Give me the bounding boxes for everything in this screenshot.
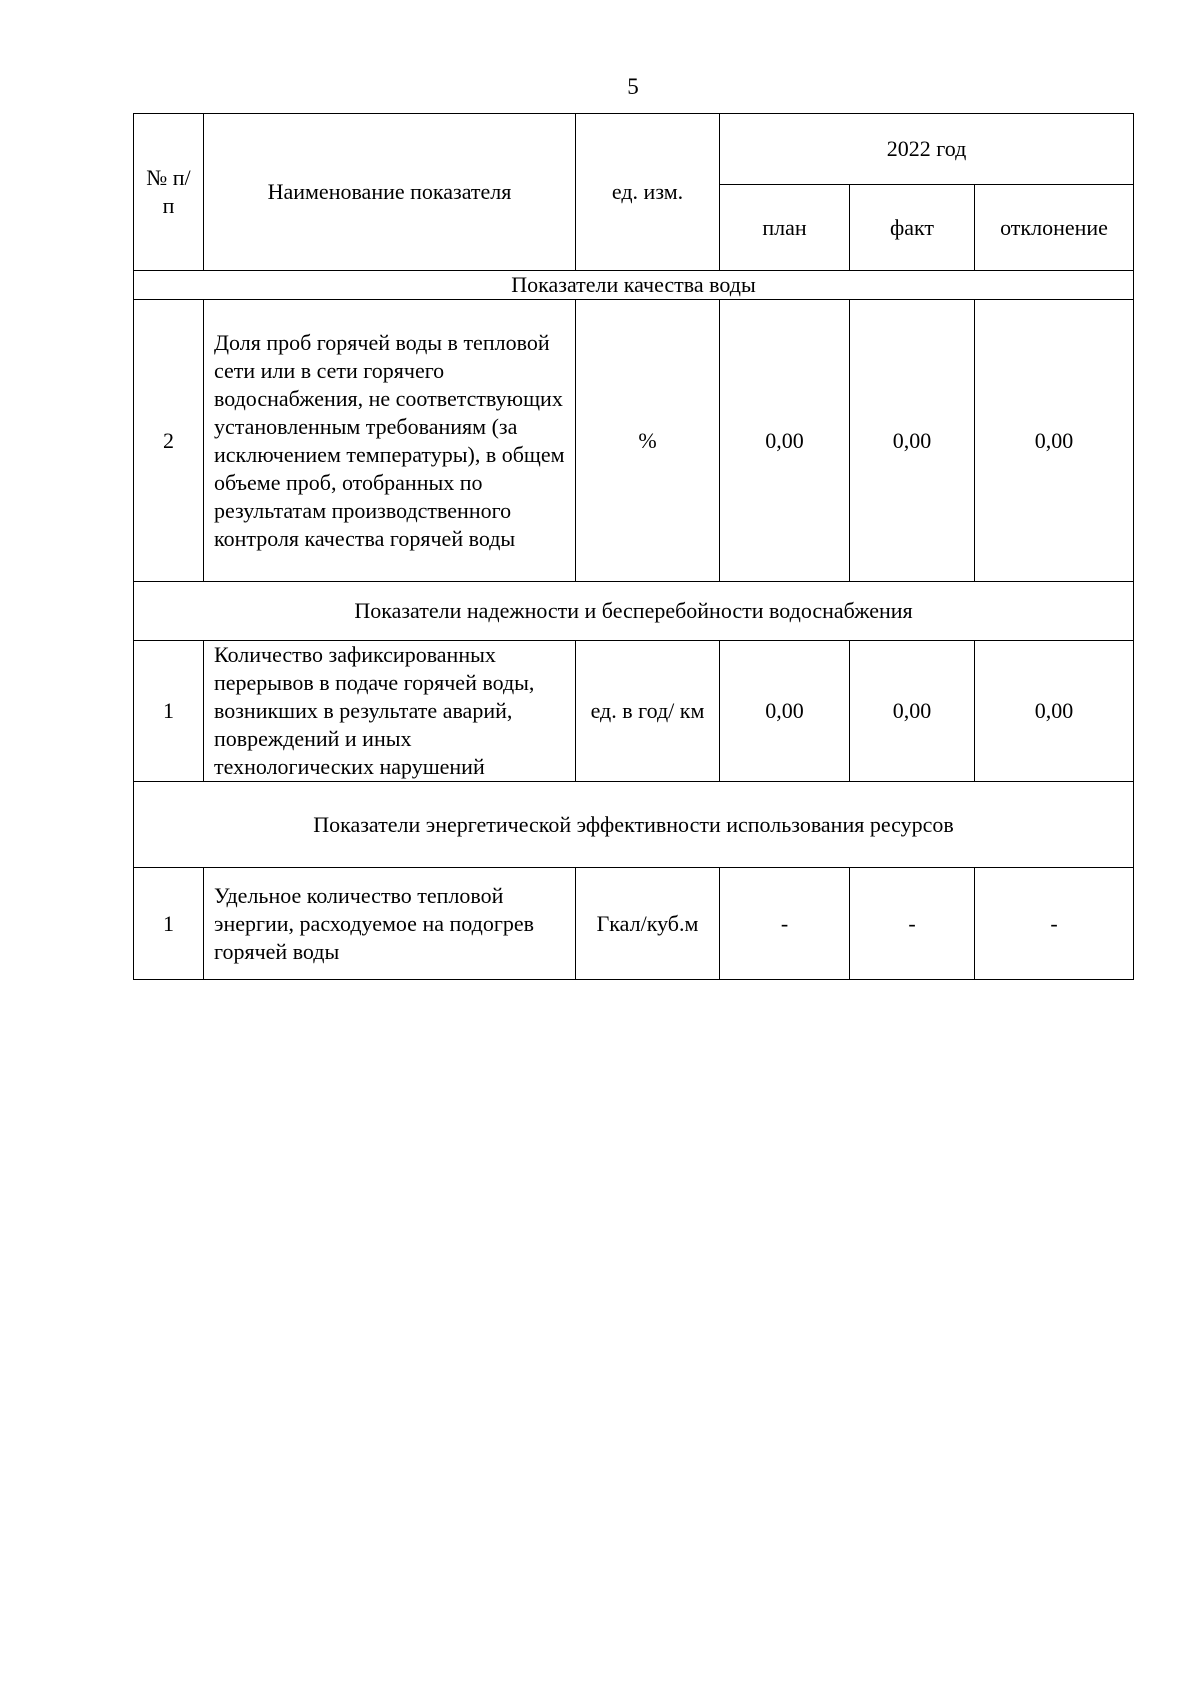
header-deviation: отклонение <box>975 185 1134 271</box>
cell-num: 1 <box>134 641 204 782</box>
section-title: Показатели качества воды <box>134 271 1134 300</box>
cell-plan: 0,00 <box>720 300 850 582</box>
section-title: Показатели надежности и бесперебойности водоснабжения <box>134 582 1134 641</box>
cell-unit: Гкал/куб.м <box>576 868 720 980</box>
cell-name: Удельное количество тепловой энергии, расходуемое на подогрев горячей воды <box>204 868 576 980</box>
page-number: 5 <box>627 74 639 99</box>
cell-name: Доля проб горячей воды в тепловой сети или в сети горячего водоснабжения, не соответствующих установленным требованиям (за исключением температуры), в общем объеме проб, отобранных по результатам производственного контроля качества горячей воды <box>204 300 576 582</box>
section-row <box>134 271 1134 300</box>
cell-plan: - <box>720 868 850 980</box>
cell-name: Количество зафиксированных перерывов в подаче горячей воды, возникших в результате аварий, повреждений и иных технологических нарушений <box>204 641 576 782</box>
header-year: 2022 год <box>720 114 1134 185</box>
section-title: Показатели энергетической эффективности использования ресурсов <box>134 782 1134 868</box>
header-name: Наименование показателя <box>204 114 576 271</box>
cell-fact: 0,00 <box>850 300 975 582</box>
header-fact: факт <box>850 185 975 271</box>
cell-unit: ед. в год/ км <box>576 641 720 782</box>
cell-fact: 0,00 <box>850 641 975 782</box>
cell-unit: % <box>576 300 720 582</box>
header-num: № п/п <box>134 114 204 271</box>
section-row <box>134 782 1134 868</box>
cell-num: 2 <box>134 300 204 582</box>
section-row <box>134 582 1134 641</box>
cell-fact: - <box>850 868 975 980</box>
header-plan: план <box>720 185 850 271</box>
table-row <box>134 300 1134 582</box>
indicators-table <box>133 113 1134 980</box>
cell-num: 1 <box>134 868 204 980</box>
cell-deviation: - <box>975 868 1134 980</box>
cell-deviation: 0,00 <box>975 300 1134 582</box>
cell-deviation: 0,00 <box>975 641 1134 782</box>
cell-plan: 0,00 <box>720 641 850 782</box>
table-row <box>134 641 1134 782</box>
header-unit: ед. изм. <box>576 114 720 271</box>
header-row-1 <box>134 114 1134 185</box>
table-row <box>134 868 1134 980</box>
